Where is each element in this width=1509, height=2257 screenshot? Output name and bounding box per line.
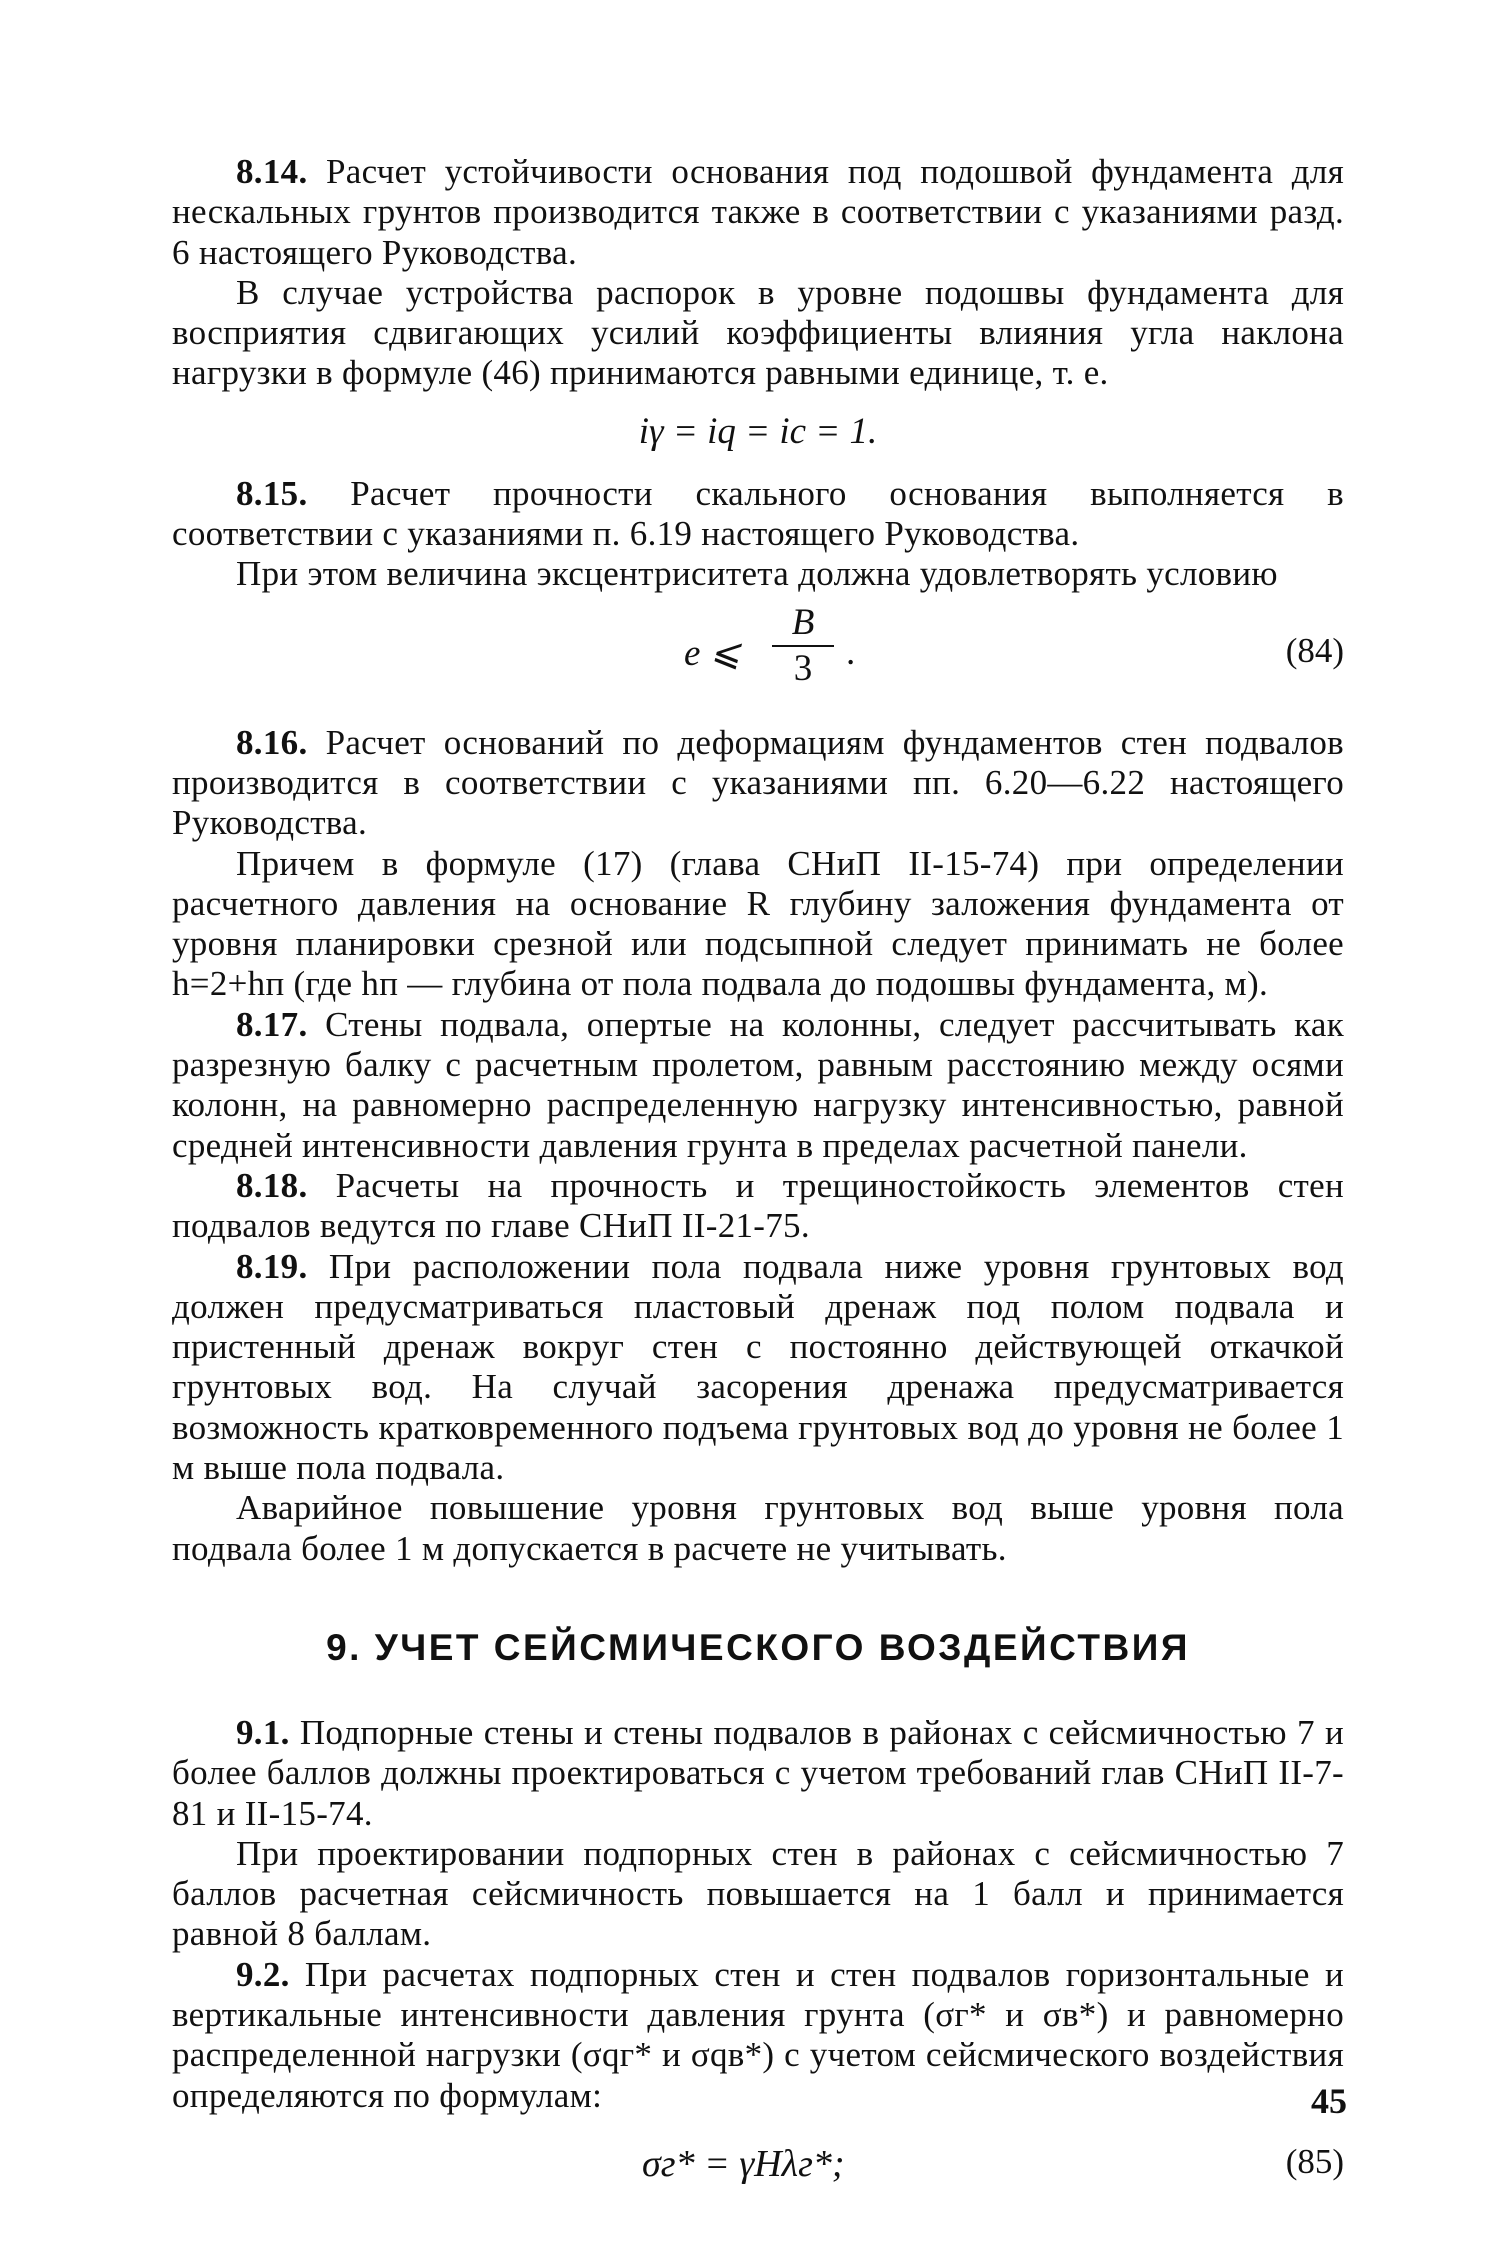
formula-84-numerator: B <box>791 601 815 643</box>
formula-84 <box>172 601 1344 709</box>
clause-number: 8.17. <box>236 1004 308 1044</box>
clause-number: 8.19. <box>236 1246 308 1286</box>
paragraph-8-19-cont: Аварийное повышение уровня грунтовых вод выше уровня пола подвала более 1 м допускается в расчете не учитывать. <box>172 1488 1344 1568</box>
equation-number-84: (84) <box>1285 630 1344 670</box>
paragraph-8-15 <box>172 474 1344 555</box>
paragraph-8-17 <box>172 1005 1344 1166</box>
paragraph-text: Расчет оснований по деформациям фундаментов стен подвалов производится в соответствии с указаниями пп. 6.20—6.22 настоящего Руководства. <box>172 722 1344 843</box>
paragraph-8-16-cont: Причем в формуле (17) (глава СНиП II-15-74) при определении расчетного давления на основание R глубину заложения фундамента от уровня планировки срезной или подсыпной следует принимать не более h=2+hп (где hп — глубина от пола подвала до подошвы фундамента, м). <box>172 843 1344 1004</box>
clause-number: 9.1. <box>236 1712 290 1752</box>
formula-85 <box>172 2134 1344 2198</box>
paragraph-8-16 <box>172 723 1344 844</box>
paragraph-text: Подпорные стены и стены подвалов в районах с сейсмичностью 7 и более баллов должны проектироваться с учетом требований глав СНиП II-7-81 и II-15-74. <box>172 1712 1344 1833</box>
page-number: 45 <box>1311 2081 1347 2121</box>
section-heading: 9. УЧЕТ СЕЙСМИЧЕСКОГО ВОЗДЕЙСТВИЯ <box>326 1626 1190 1668</box>
paragraph-text: Расчет прочности скального основания выполняется в соответствии с указаниями п. 6.19 настоящего Руководства. <box>172 473 1344 554</box>
equation-number-85: (85) <box>1285 2141 1344 2181</box>
paragraph-text: Расчеты на прочность и трещиностойкость элементов стен подвалов ведутся по главе СНиП II-21-75. <box>172 1165 1344 1246</box>
paragraph-8-14-cont: В случае устройства распорок в уровне подошвы фундамента для восприятия сдвигающих усилий коэффициенты влияния угла наклона нагрузки в формуле (46) принимаются равными единице, т. е. <box>172 272 1344 393</box>
paragraph-text: Стены подвала, опертые на колонны, следует рассчитывать как разрезную балку с расчетным пролетом, равным расстоянию между осями колонн, на равномерно распределенную нагрузку интенсивностью, равной средней интенсивности давления грунта в пределах расчетной панели. <box>172 1004 1344 1165</box>
clause-number: 9.2. <box>236 1954 290 1994</box>
formula-84-lhs: e ⩽ <box>684 632 741 674</box>
paragraph-8-19 <box>172 1247 1344 1489</box>
paragraph-9-2 <box>172 1955 1344 2116</box>
formula-85-expression: σг* = γHλг*; <box>642 2142 845 2185</box>
paragraph-8-15-cont: При этом величина эксцентриситета должна удовлетворять условию <box>236 554 1278 594</box>
paragraph-text: При расчетах подпорных стен и стен подвалов горизонтальные и вертикальные интенсивности давления грунта (σг* и σв*) и равномерно распределенной нагрузки (σqг* и σqв*) с учетом сейсмического воздействия определяются по формулам: <box>172 1954 1344 2115</box>
clause-number: 8.15. <box>236 473 308 513</box>
document-page <box>172 152 1344 2198</box>
formula-84-dot: . <box>846 631 856 673</box>
formula-84-denominator: 3 <box>793 647 813 689</box>
paragraph-text: При расположении пола подвала ниже уровня грунтовых вод должен предусматриваться пластовый дренаж под полом подвала и пристенный дренаж вокруг стен с постоянно действующей откачкой грунтовых вод. На случай засорения дренажа предусматривается возможность кратковременного подъема грунтовых вод до уровня не более 1 м выше пола подвала. <box>172 1246 1344 1488</box>
paragraph-9-1-cont: При проектировании подпорных стен в районах с сейсмичностью 7 баллов расчетная сейсмичность повышается на 1 балл и принимается равной 8 баллам. <box>172 1833 1344 1954</box>
clause-number: 8.14. <box>236 152 308 191</box>
clause-number: 8.18. <box>236 1165 308 1205</box>
clause-number: 8.16. <box>236 722 308 762</box>
paragraph-text: Расчет устойчивости основания под подошвой фундамента для нескальных грунтов производится также в соответствии с указаниями разд. 6 настоящего Руководства. <box>172 152 1344 272</box>
formula-84-fraction <box>772 601 834 691</box>
paragraph-8-14 <box>172 152 1344 273</box>
paragraph-8-18 <box>172 1166 1344 1247</box>
formula-inclination-coefficients: iγ = iq = ic = 1. <box>638 410 878 452</box>
paragraph-9-1 <box>172 1713 1344 1834</box>
